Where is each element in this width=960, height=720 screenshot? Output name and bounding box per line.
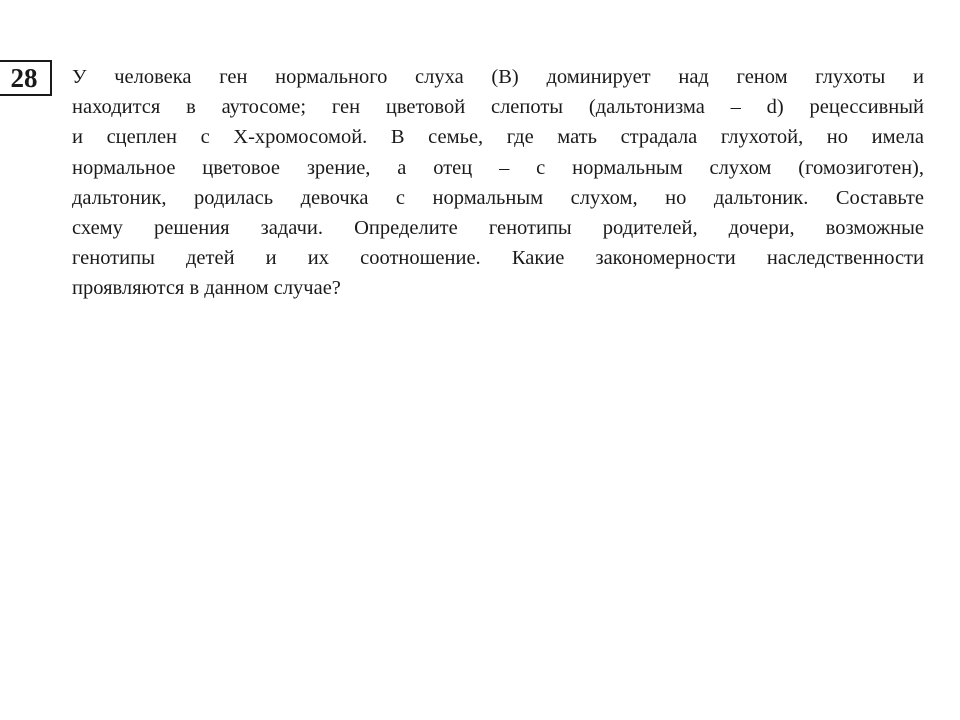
- task-text-line: и сцеплен с Х-хромосомой. В семье, где мать страдала глухотой, но имела: [72, 126, 924, 149]
- task-text-line: нормальное цветовое зрение, а отец – с нормальным слухом (гомозиготен),: [72, 156, 924, 179]
- task-text-line: У человека ген нормального слуха (В) доминирует над геном глухоты и: [72, 66, 924, 88]
- task-text-line: проявляются в данном случае?: [72, 277, 341, 300]
- task-text-line: находится в аутосоме; ген цветовой слепоты (дальтонизма – d) рецессивный: [72, 96, 924, 119]
- task-text: [72, 62, 924, 304]
- task-text-line: дальтоник, родилась девочка с нормальным слухом, но дальтоник. Составьте: [72, 186, 924, 209]
- task-number: 28: [0, 60, 52, 96]
- task-text-line: генотипы детей и их соотношение. Какие закономерности наследственности: [72, 247, 924, 270]
- task-text-line: схему решения задачи. Определите генотипы родителей, дочери, возможные: [72, 217, 924, 240]
